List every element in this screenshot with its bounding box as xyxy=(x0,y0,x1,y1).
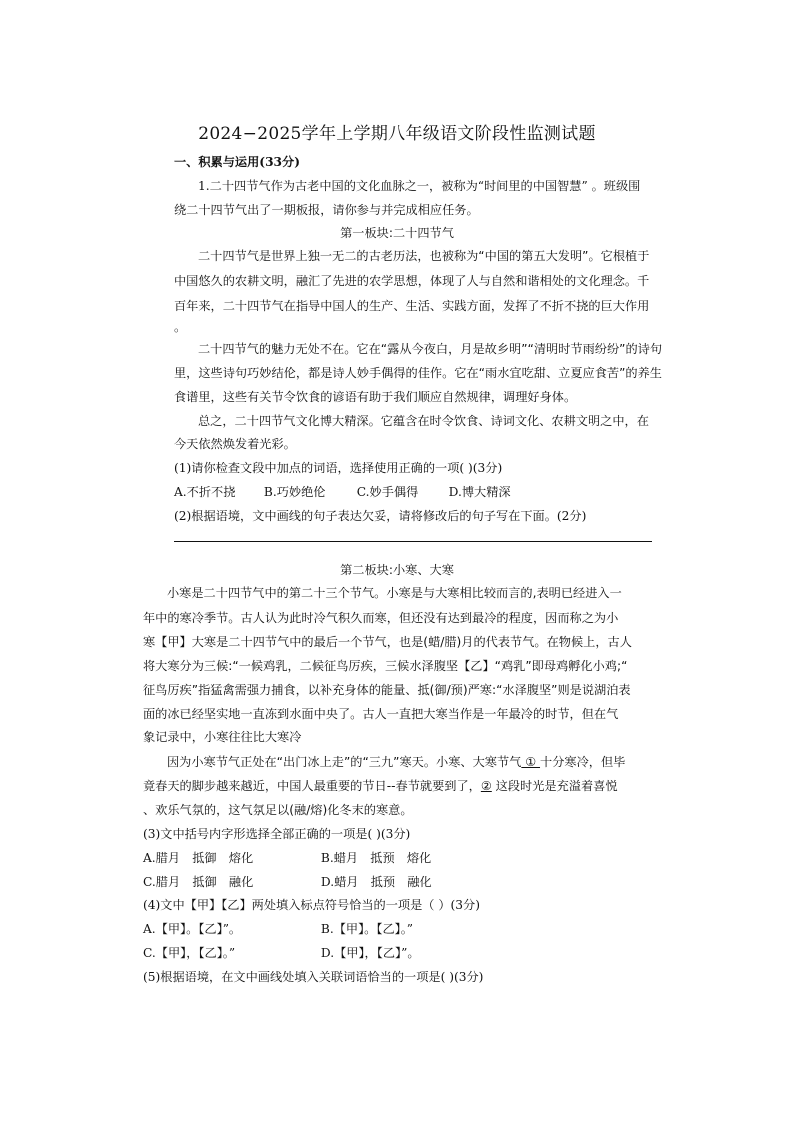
question-1-3-options-row xyxy=(143,850,431,866)
question-1-text-cont: 绕二十四节气出了一期板报，请你参与并完成相应任务。 xyxy=(174,203,479,217)
paragraph-line: 象记录中，小寒往往比大寒冷 xyxy=(143,730,302,744)
page-title: 2024−2025学年上学期八年级语文阶段性监测试题 xyxy=(198,124,596,144)
paragraph-line: 百年来，二十四节气在指导中国人的生产、生活、实践方面，发挥了不折不挠的巨大作用 xyxy=(174,299,650,313)
option-b: B.巧妙绝伦 xyxy=(263,485,326,499)
paragraph-line: 。 xyxy=(174,320,187,334)
question-1-5: (5)根据语境，在文中画线处填入关联词语恰当的一项是( )(3分) xyxy=(143,970,484,984)
option-d: D.博大精深 xyxy=(448,485,511,499)
question-1-4-options-row xyxy=(143,945,420,961)
option-c: C.腊月 抵御 融化 xyxy=(143,875,254,889)
text-span: 这段时光是充溢着喜悦 xyxy=(491,779,618,793)
text-span: 因为小寒节气正处在“出门冰上走”的“三九”寒天。小寒、大寒节气 xyxy=(167,755,522,769)
option-a: A.【甲】。【乙】”。 xyxy=(143,922,242,936)
question-1-4-options-row xyxy=(143,921,413,937)
section-heading: 一、积累与运用(33分) xyxy=(174,155,300,169)
question-1-4: (4)文中【甲】【乙】两处填入标点符号恰当的一项是（ ）(3分) xyxy=(143,898,480,912)
option-b: B.蜡月 抵预 熔化 xyxy=(320,851,432,865)
question-1-text: 1.二十四节气作为古老中国的文化血脉之一，被称为“时间里的中国智慧” 。班级围 xyxy=(198,179,641,193)
paragraph-line: 寒【甲】大寒是二十四节气中的最后一个节气，也是(蜡/腊)月的代表节气。在物候上，古人 xyxy=(143,635,632,649)
answer-line xyxy=(174,541,652,542)
block-2-title: 第二板块:小寒、大寒 xyxy=(340,563,454,577)
paragraph-line: 总之，二十四节气文化博大精深。它蕴含在时令饮食、诗词文化、农耕文明之中，在 xyxy=(198,414,649,428)
paragraph-line: 将大寒分为三候:“一候鸡乳，二候征鸟厉疾，三候水泽腹坚【乙】“鸡乳”即母鸡孵化小鸡;“ xyxy=(143,659,628,673)
question-1-1: (1)请你检查文段中加点的词语，选择使用正确的一项( )(3分) xyxy=(174,461,503,475)
paragraph-line: 小寒是二十四节气中的第二十三个节气。小寒是与大寒相比较而言的,表明已经进入一 xyxy=(167,586,622,600)
option-a: A.不折不挠 xyxy=(174,485,236,499)
paragraph-line: 、欢乐气氛的，这气氛足以(融/熔)化冬末的寒意。 xyxy=(143,803,413,817)
paragraph-line: 食谱里，这些有关节令饮食的谚语有助于我们顺应自然规律，调理好身体。 xyxy=(174,390,577,404)
paragraph-line: 年中的寒冷季节。古人认为此时冷气积久而寒，但还没有达到最冷的程度，因而称之为小 xyxy=(143,611,619,625)
option-d: D.【甲】，【乙】”。 xyxy=(320,946,420,960)
paragraph-line xyxy=(167,754,625,770)
paragraph-line: 今天依然焕发着光彩。 xyxy=(174,437,296,451)
text-span: 十分寒冷，但毕 xyxy=(540,755,626,769)
paragraph-line: 中国悠久的农耕文明，融汇了先进的农学思想，体现了人与自然和谐相处的文化理念。千 xyxy=(174,274,650,288)
question-1-3: (3)文中括号内字形选择全部正确的一项是( )(3分) xyxy=(143,827,411,841)
paragraph-line: 里，这些诗句巧妙结伦，都是诗人妙手偶得的佳作。它在“雨水宜吃甜、立夏应食苦”的养生 xyxy=(174,366,662,380)
question-1-3-options-row xyxy=(143,874,432,890)
paragraph-line: 面的冰已经坚实地一直冻到水面中央了。古人一直把大寒当作是一年最冷的时节，但在气 xyxy=(143,707,619,721)
option-b: B.【甲】。【乙】。” xyxy=(320,922,414,936)
option-c: C.妙手偶得 xyxy=(356,485,419,499)
paragraph-line xyxy=(143,778,618,794)
option-d: D.蜡月 抵预 融化 xyxy=(320,875,432,889)
paragraph-line: 二十四节气的魅力无处不在。它在“露从今夜白，月是故乡明”“清明时节雨纷纷”的诗句 xyxy=(198,342,663,356)
block-1-title: 第一板块:二十四节气 xyxy=(340,226,454,240)
option-a: A.腊月 抵御 熔化 xyxy=(143,851,254,865)
question-1-1-options xyxy=(174,484,511,500)
text-span: 竟春天的脚步越来越近，中国人最重要的节日--春节就要到了， xyxy=(143,779,481,793)
option-c: C.【甲】，【乙】。” xyxy=(143,946,236,960)
paragraph-line: 征鸟厉疾”指猛禽需强力捕食，以补充身体的能量、抵(御/预)严寒:“水泽腹坚”则是说湖泊表 xyxy=(143,683,631,697)
paragraph-line: 二十四节气是世界上独一无二的古老历法，也被称为“中国的第五大发明”。它根植于 xyxy=(198,249,650,263)
blank-1: ① xyxy=(521,755,541,769)
blank-2: ② xyxy=(480,779,492,793)
question-1-2: (2)根据语境，文中画线的句子表达欠妥，请将修改后的句子写在下面。(2分) xyxy=(174,509,587,523)
